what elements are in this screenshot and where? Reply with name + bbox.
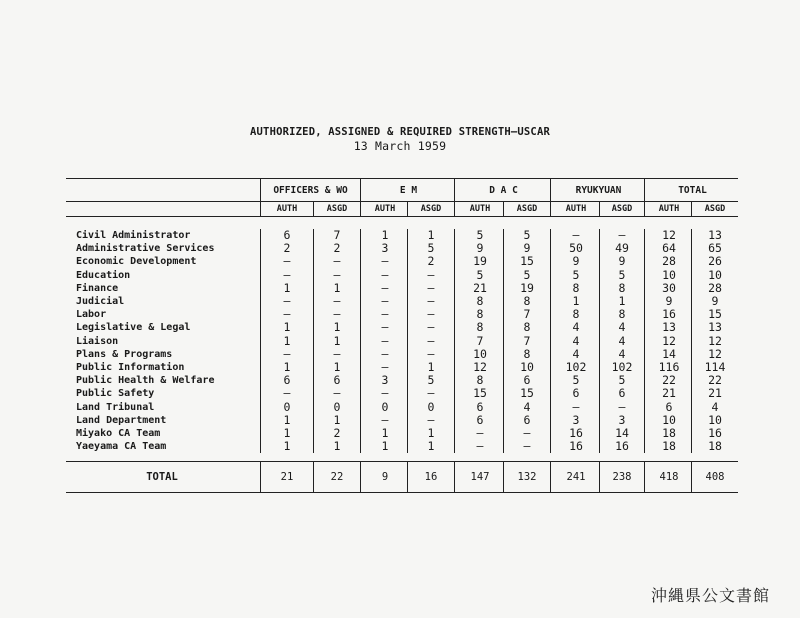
value-cell: 0	[314, 400, 361, 413]
value-cell: 3	[600, 414, 645, 427]
value-cell: –	[381, 412, 389, 427]
value-cell: 5	[572, 373, 580, 388]
value-cell: 22	[662, 373, 676, 388]
table-row	[66, 427, 738, 440]
table-row	[66, 282, 738, 295]
value-cell: 4	[572, 320, 580, 335]
group-header-dac: D A C	[457, 179, 551, 202]
value-cell: 2	[314, 427, 361, 440]
value-cell: 4	[692, 400, 739, 413]
value-cell: –	[600, 400, 645, 413]
table-body	[66, 217, 738, 493]
value-cell: 2	[408, 255, 455, 268]
value-cell: 1	[261, 440, 314, 453]
value-cell: 1	[381, 228, 389, 243]
table-row	[66, 374, 738, 387]
value-cell: 49	[600, 242, 645, 255]
spacer-cell	[66, 217, 738, 230]
subheader-auth: AUTH	[457, 202, 504, 217]
row-label: Land Department	[76, 414, 167, 426]
row-label: Yaeyama CA Team	[76, 441, 167, 453]
row-label: Land Tribunal	[76, 401, 155, 413]
value-cell: 1	[261, 282, 314, 295]
value-cell: 15	[504, 387, 551, 400]
document-title: AUTHORIZED, ASSIGNED & REQUIRED STRENGTH—USCAR	[250, 126, 550, 138]
value-cell: 408	[692, 462, 739, 493]
value-cell: 15	[504, 255, 551, 268]
value-cell: 12	[473, 359, 487, 374]
value-cell: 14	[662, 346, 676, 361]
value-cell: 0	[408, 400, 455, 413]
value-cell: 13	[692, 321, 739, 334]
value-cell: 9	[692, 295, 739, 308]
value-cell: 9	[665, 294, 673, 309]
value-cell: –	[261, 387, 314, 400]
table-row	[66, 308, 738, 321]
row-label: Public Information	[76, 361, 185, 373]
value-cell: 1	[408, 361, 455, 374]
value-cell: –	[381, 359, 389, 374]
value-cell: –	[261, 348, 314, 361]
row-label: Public Safety	[76, 388, 155, 400]
strength-table	[66, 178, 738, 493]
value-cell: –	[381, 267, 389, 282]
value-cell: 5	[408, 374, 455, 387]
table-row	[66, 348, 738, 361]
value-cell: –	[572, 228, 580, 243]
value-cell: 65	[692, 242, 739, 255]
value-cell: –	[408, 295, 455, 308]
value-cell: –	[476, 439, 484, 454]
value-cell: 10	[692, 269, 739, 282]
value-cell: 8	[504, 348, 551, 361]
value-cell: 21	[662, 386, 676, 401]
value-cell: 238	[600, 462, 645, 493]
value-cell: 19	[504, 282, 551, 295]
spacer-row	[66, 453, 738, 462]
value-cell: 16	[600, 440, 645, 453]
row-label: Public Health & Welfare	[76, 375, 215, 387]
value-cell: 18	[662, 425, 676, 440]
value-cell: 4	[600, 321, 645, 334]
value-cell: 22	[692, 374, 739, 387]
value-cell: 1	[408, 440, 455, 453]
row-label: Liaison	[76, 335, 119, 347]
value-cell: 3	[572, 412, 580, 427]
value-cell: –	[381, 254, 389, 269]
value-cell: 9	[600, 255, 645, 268]
row-label: Economic Development	[76, 256, 197, 268]
value-cell: –	[314, 348, 361, 361]
value-cell: 16	[569, 439, 583, 454]
value-cell: 418	[647, 462, 692, 493]
value-cell: 3	[381, 241, 389, 256]
row-label: Civil Administrator	[76, 230, 191, 242]
label-header	[66, 179, 258, 202]
row-label: Administrative Services	[76, 243, 215, 255]
value-cell: 6	[261, 229, 314, 242]
value-cell: –	[261, 255, 314, 268]
value-cell: 8	[476, 373, 484, 388]
value-cell: –	[408, 269, 455, 282]
label-subheader	[66, 202, 258, 217]
value-cell: 2	[261, 242, 314, 255]
value-cell: 14	[600, 427, 645, 440]
value-cell: 1	[261, 335, 314, 348]
subheader-asgd: ASGD	[600, 202, 645, 217]
subheader-auth: AUTH	[261, 202, 314, 217]
value-cell: –	[314, 387, 361, 400]
value-cell: 8	[476, 294, 484, 309]
table-row	[66, 242, 738, 255]
value-cell: 12	[662, 333, 676, 348]
subheader-asgd: ASGD	[408, 202, 455, 217]
value-cell: 21	[473, 280, 487, 295]
value-cell: 241	[553, 462, 600, 493]
subheader-asgd: ASGD	[692, 202, 739, 217]
value-cell: 22	[314, 462, 361, 493]
total-row	[66, 462, 738, 493]
value-cell: –	[314, 255, 361, 268]
value-cell: 116	[658, 359, 680, 374]
value-cell: –	[314, 269, 361, 282]
subheader-asgd: ASGD	[314, 202, 361, 217]
value-cell: –	[408, 348, 455, 361]
table-row	[66, 361, 738, 374]
value-cell: 1	[314, 321, 361, 334]
value-cell: 5	[600, 269, 645, 282]
value-cell: 10	[504, 361, 551, 374]
value-cell: 5	[476, 267, 484, 282]
value-cell: 12	[662, 228, 676, 243]
group-header-ryukyuan: RYUKYUAN	[553, 179, 645, 202]
value-cell: –	[261, 308, 314, 321]
value-cell: 1	[314, 414, 361, 427]
value-cell: 3	[381, 373, 389, 388]
value-cell: –	[408, 414, 455, 427]
value-cell: 1	[261, 414, 314, 427]
subheader-auth: AUTH	[647, 202, 692, 217]
value-cell: 10	[692, 414, 739, 427]
value-cell: 9	[476, 241, 484, 256]
value-cell: 132	[504, 462, 551, 493]
value-cell: –	[381, 386, 389, 401]
table-row	[66, 414, 738, 427]
value-cell: 4	[572, 333, 580, 348]
value-cell: 9	[572, 254, 580, 269]
value-cell: 1	[600, 295, 645, 308]
value-cell: 6	[504, 374, 551, 387]
value-cell: 26	[692, 255, 739, 268]
value-cell: 5	[476, 228, 484, 243]
value-cell: 1	[381, 439, 389, 454]
value-cell: 4	[504, 400, 551, 413]
value-cell: 1	[261, 321, 314, 334]
row-label: Education	[76, 269, 131, 281]
value-cell: 13	[692, 229, 739, 242]
value-cell: 7	[476, 333, 484, 348]
value-cell: 6	[504, 414, 551, 427]
value-cell: 102	[565, 359, 587, 374]
row-label: Miyako CA Team	[76, 427, 161, 439]
group-header-total: TOTAL	[647, 179, 738, 202]
group-header-em: E M	[363, 179, 455, 202]
value-cell: 1	[408, 229, 455, 242]
row-label: Legislative & Legal	[76, 322, 191, 334]
value-cell: 6	[600, 387, 645, 400]
spacer-cell	[66, 453, 738, 462]
table-row	[66, 387, 738, 400]
value-cell: 0	[261, 400, 314, 413]
subheader-auth: AUTH	[553, 202, 600, 217]
value-cell: 6	[476, 412, 484, 427]
spacer-row	[66, 217, 738, 230]
group-header-officers: OFFICERS & WO	[261, 179, 361, 202]
value-cell: 16	[662, 307, 676, 322]
value-cell: 10	[662, 412, 676, 427]
table-row	[66, 440, 738, 453]
value-cell: –	[504, 440, 551, 453]
value-cell: 8	[504, 295, 551, 308]
value-cell: 21	[261, 462, 314, 493]
value-cell: 6	[572, 386, 580, 401]
value-cell: –	[572, 399, 580, 414]
subheader-asgd: ASGD	[504, 202, 551, 217]
value-cell: 9	[363, 462, 408, 493]
value-cell: 10	[473, 346, 487, 361]
value-cell: 8	[600, 308, 645, 321]
document-date: 13 March 1959	[353, 139, 447, 153]
value-cell: 15	[473, 386, 487, 401]
table-row	[66, 255, 738, 268]
value-cell: 5	[504, 229, 551, 242]
value-cell: 1	[261, 361, 314, 374]
value-cell: –	[381, 280, 389, 295]
value-cell: 13	[662, 320, 676, 335]
value-cell: –	[408, 282, 455, 295]
value-cell: –	[314, 308, 361, 321]
value-cell: 8	[572, 307, 580, 322]
value-cell: 8	[476, 320, 484, 335]
value-cell: 7	[504, 308, 551, 321]
table-row	[66, 321, 738, 334]
value-cell: 1	[261, 427, 314, 440]
row-label: Labor	[76, 309, 107, 321]
value-cell: –	[476, 425, 484, 440]
value-cell: 18	[692, 440, 739, 453]
value-cell: 16	[408, 462, 455, 493]
value-cell: –	[408, 335, 455, 348]
value-cell: 19	[473, 254, 487, 269]
subheader-auth: AUTH	[363, 202, 408, 217]
value-cell: 5	[600, 374, 645, 387]
value-cell: –	[381, 333, 389, 348]
table-row	[66, 400, 738, 413]
table-row	[66, 269, 738, 282]
value-cell: 5	[572, 267, 580, 282]
table-row	[66, 229, 738, 242]
value-cell: 6	[665, 399, 673, 414]
value-cell: 64	[662, 241, 676, 256]
value-cell: –	[408, 321, 455, 334]
value-cell: –	[381, 307, 389, 322]
value-cell: 7	[314, 229, 361, 242]
value-cell: 1	[314, 282, 361, 295]
table-row	[66, 295, 738, 308]
value-cell: 16	[569, 425, 583, 440]
value-cell: 4	[600, 348, 645, 361]
value-cell: –	[381, 346, 389, 361]
value-cell: –	[381, 294, 389, 309]
value-cell: 12	[692, 348, 739, 361]
value-cell: –	[261, 269, 314, 282]
value-cell: 1	[572, 294, 580, 309]
value-cell: 28	[692, 282, 739, 295]
row-label: Finance	[76, 282, 119, 294]
value-cell: –	[314, 295, 361, 308]
value-cell: –	[408, 387, 455, 400]
value-cell: 6	[261, 374, 314, 387]
value-cell: 6	[314, 374, 361, 387]
value-cell: 9	[504, 242, 551, 255]
value-cell: –	[504, 427, 551, 440]
value-cell: 5	[504, 269, 551, 282]
row-label: Judicial	[76, 296, 125, 308]
value-cell: 6	[476, 399, 484, 414]
value-cell: 10	[662, 267, 676, 282]
value-cell: 7	[504, 335, 551, 348]
value-cell: 1	[408, 427, 455, 440]
value-cell: –	[408, 308, 455, 321]
value-cell: 18	[662, 439, 676, 454]
row-label: TOTAL	[66, 462, 258, 493]
value-cell: 8	[476, 307, 484, 322]
value-cell: 12	[692, 335, 739, 348]
value-cell: 5	[408, 242, 455, 255]
value-cell: 147	[457, 462, 504, 493]
row-label: Plans & Programs	[76, 348, 173, 360]
value-cell: 102	[600, 361, 645, 374]
value-cell: 1	[314, 335, 361, 348]
value-cell: 28	[662, 254, 676, 269]
value-cell: 4	[572, 346, 580, 361]
value-cell: 4	[600, 335, 645, 348]
group-header-row	[66, 179, 738, 202]
value-cell: 2	[314, 242, 361, 255]
value-cell: 1	[381, 425, 389, 440]
value-cell: 1	[314, 361, 361, 374]
archive-mark: 沖縄県公文書館	[650, 586, 770, 605]
value-cell: 16	[692, 427, 739, 440]
value-cell: 15	[692, 308, 739, 321]
value-cell: 8	[504, 321, 551, 334]
table-row	[66, 335, 738, 348]
value-cell: 30	[662, 280, 676, 295]
value-cell: 8	[572, 280, 580, 295]
value-cell: 50	[569, 241, 583, 256]
value-cell: –	[600, 229, 645, 242]
value-cell: 8	[600, 282, 645, 295]
value-cell: 114	[692, 361, 739, 374]
value-cell: –	[261, 295, 314, 308]
value-cell: 1	[314, 440, 361, 453]
sub-header-row	[66, 202, 738, 217]
value-cell: 0	[381, 399, 389, 414]
value-cell: 21	[692, 387, 739, 400]
value-cell: –	[381, 320, 389, 335]
